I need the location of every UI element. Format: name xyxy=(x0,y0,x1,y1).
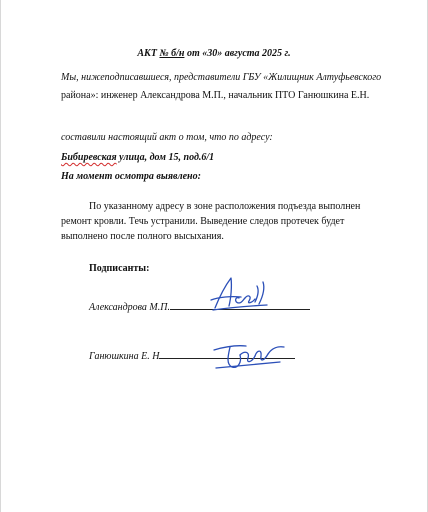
act-title-suffix: от «30» августа 2025 г. xyxy=(184,48,291,59)
act-title xyxy=(0,47,428,60)
statement-line: составили настоящий акт о том, что по адресу: xyxy=(61,132,273,143)
act-title-prefix: АКТ xyxy=(137,48,160,59)
signature-1-image xyxy=(205,272,281,316)
act-number: № б/н xyxy=(159,48,185,59)
intro-line-2: района»: инженер Александрова М.П., начальник ПТО Ганюшкина Е.Н. xyxy=(61,90,370,101)
signatory-2-name: Ганюшкина Е. Н xyxy=(89,351,160,362)
findings-paragraph: По указанному адресу в зоне расположения подъезда выполнен ремонт кровли. Течь устранили. Выведение следов протечек будет выполнено после полного высыхания. xyxy=(61,201,361,242)
signatories-heading: Подписанты: xyxy=(89,263,150,274)
address-line xyxy=(61,151,214,164)
address-street: Бибиревская xyxy=(61,152,117,163)
address-rest: улица, дом 15, под.6/1 xyxy=(116,152,215,163)
intro-line-1: Мы, нижеподписавшиеся, представители ГБУ «Жилищник Алтуфьевского xyxy=(61,72,382,83)
signature-2-image xyxy=(210,334,290,374)
signatory-1-name: Александрова М.П. xyxy=(89,302,170,313)
inspection-heading: На момент осмотра выявлено: xyxy=(61,171,201,182)
page-border-left xyxy=(0,0,1,512)
